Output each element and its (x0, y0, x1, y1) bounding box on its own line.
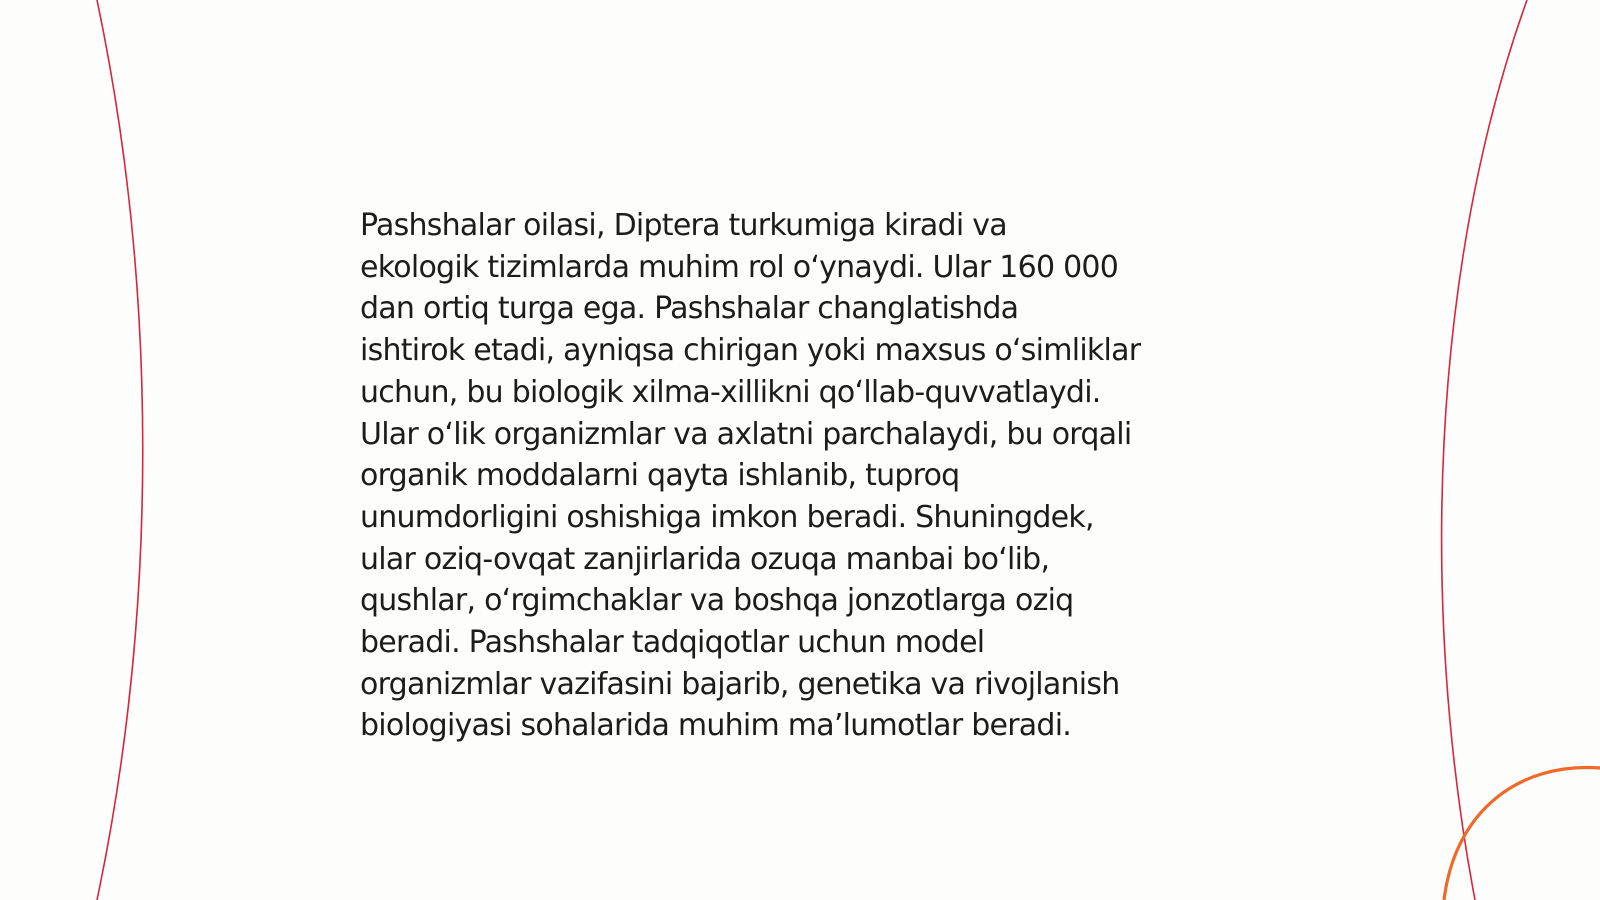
corner-arc (1444, 767, 1600, 900)
paragraph-line: ular oziq-ovqat zanjirlarida ozuqa manbai bo‘lib, (360, 541, 1050, 577)
paragraph-line: dan ortiq turga ega. Pashshalar changlatishda (360, 291, 1019, 327)
paragraph-line: qushlar, o‘rgimchaklar va boshqa jonzotlarga oziq (360, 583, 1074, 619)
body-paragraph (360, 205, 1260, 747)
paragraph-line: ishtirok etadi, ayniqsa chirigan yoki maxsus o‘simliklar (360, 333, 1141, 369)
left-curve-line (97, 0, 143, 900)
paragraph-line: unumdorligini oshishiga imkon beradi. Shuningdek, (360, 499, 1094, 535)
paragraph-line: Pashshalar oilasi, Diptera turkumiga kiradi va (360, 208, 1007, 243)
paragraph-line: organik moddalarni qayta ishlanib, tuproq (360, 458, 960, 494)
paragraph-line: organizmlar vazifasini bajarib, genetika va rivojlanish (360, 666, 1120, 702)
paragraph-line: biologiyasi sohalarida muhim ma’lumotlar beradi. (360, 708, 1072, 744)
paragraph-line: Ular o‘lik organizmlar va axlatni parchalaydi, bu orqali (360, 416, 1132, 452)
paragraph-line: ekologik tizimlarda muhim rol o‘ynaydi. Ular 160 000 (360, 249, 1119, 285)
paragraph-line: uchun, bu biologik xilma-xillikni qo‘llab-quvvatlaydi. (360, 374, 1101, 410)
right-curve-line (1442, 0, 1527, 900)
paragraph-line: beradi. Pashshalar tadqiqotlar uchun model (360, 625, 985, 661)
